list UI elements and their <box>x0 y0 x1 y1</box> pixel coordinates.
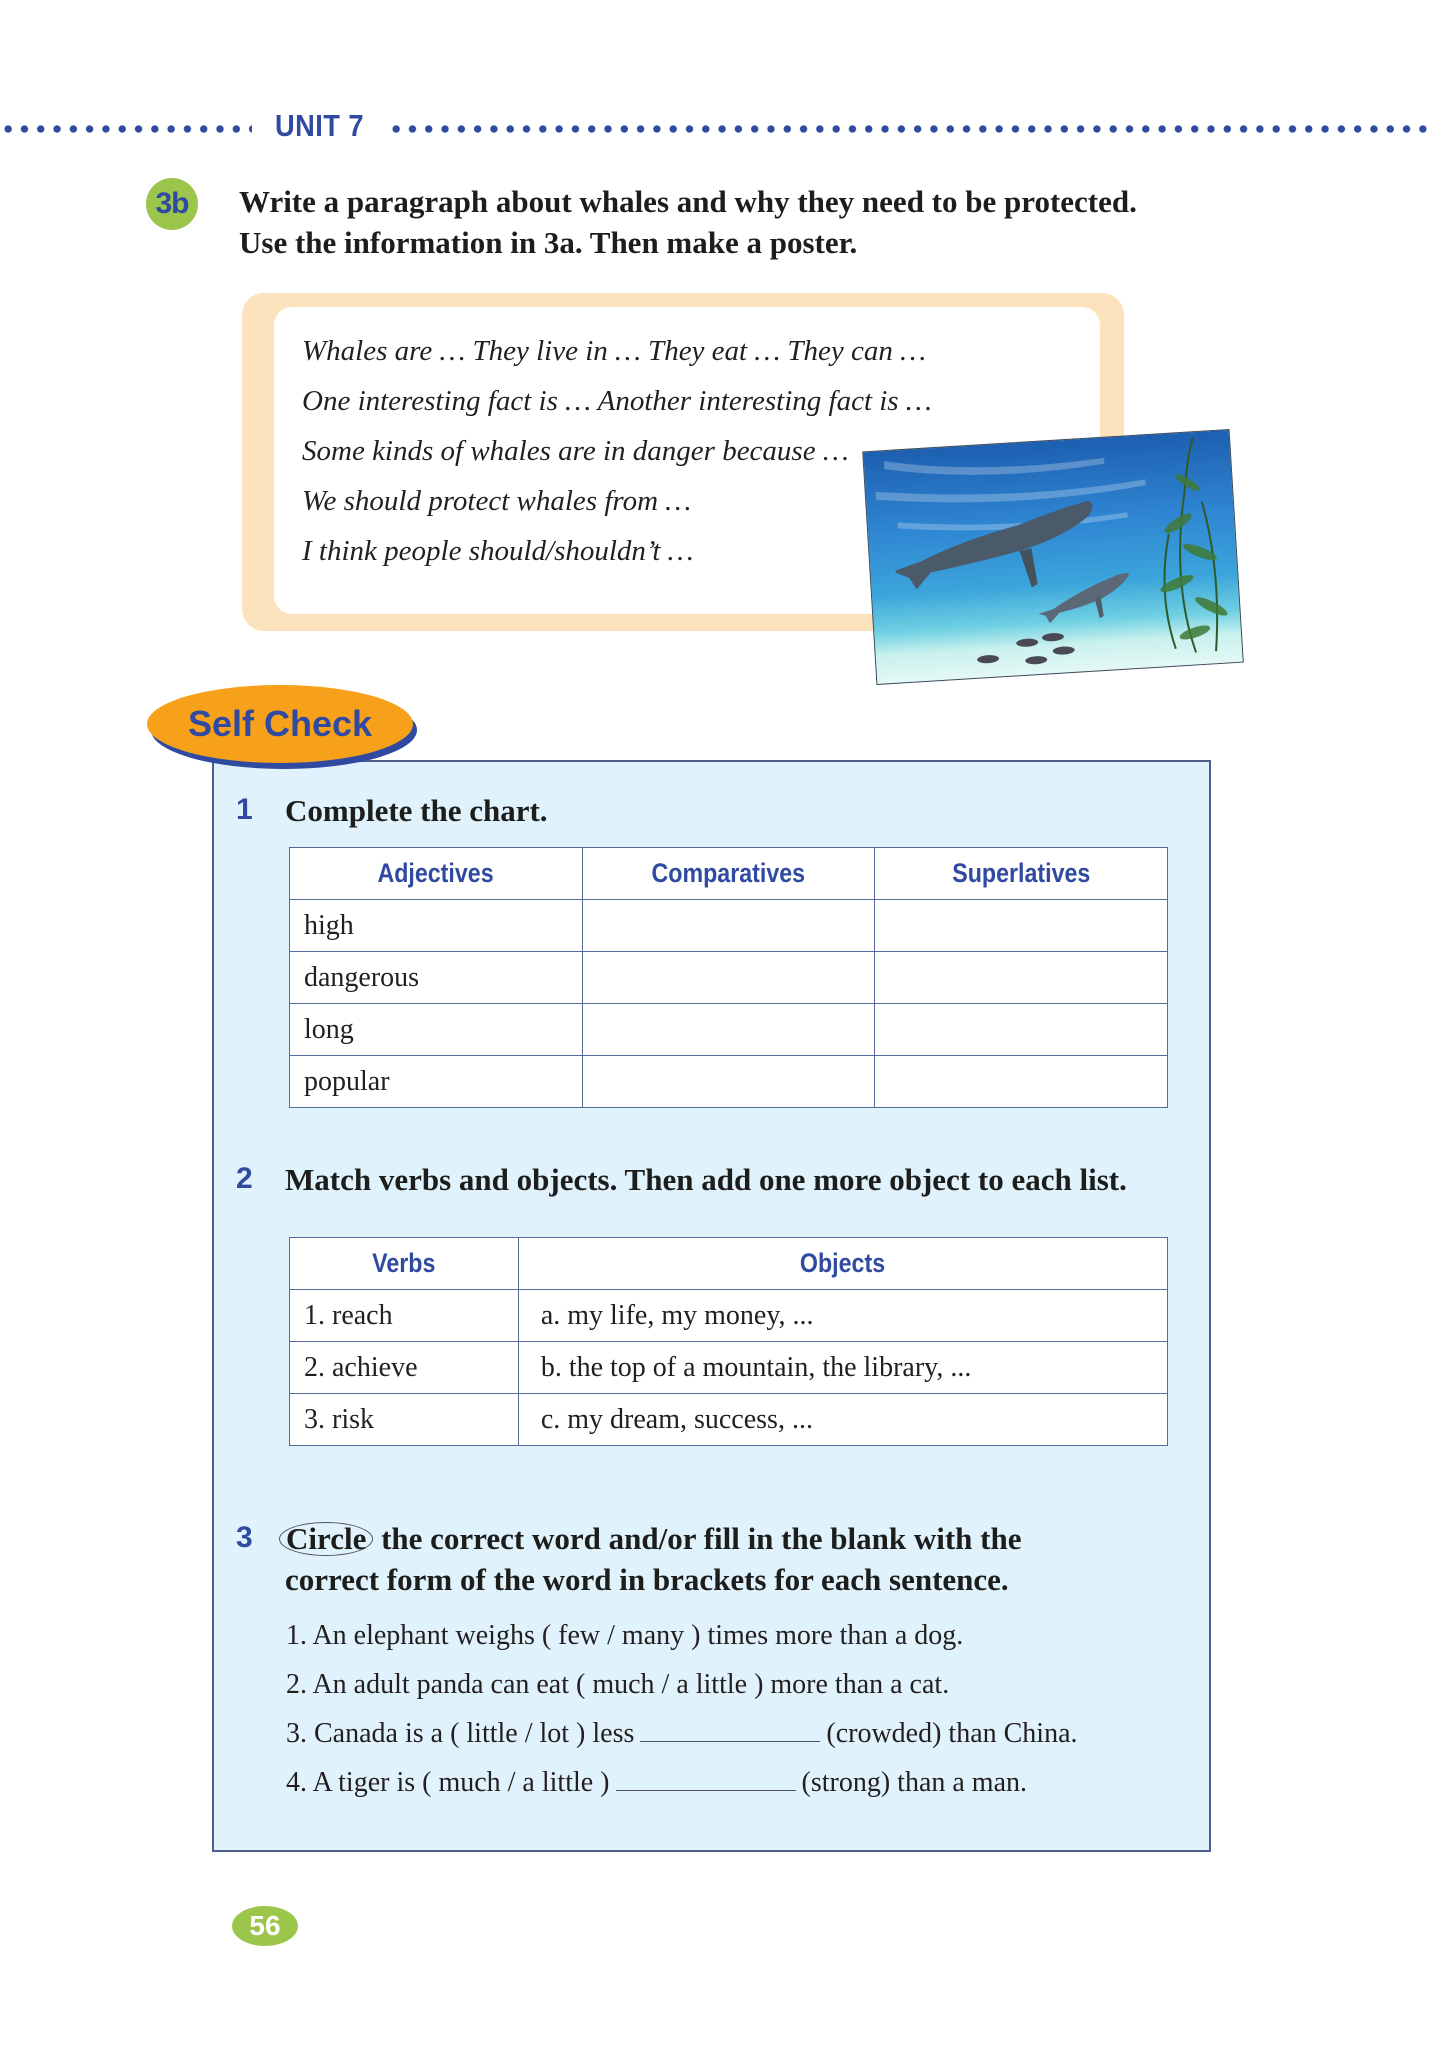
question-2-number: 2 <box>236 1162 253 1195</box>
question-3-text-line1-rest: the correct word and/or fill in the blank with the <box>373 1521 1022 1556</box>
chart-header-comparatives: Comparatives <box>582 848 875 900</box>
chart-header-adjectives: Adjectives <box>290 848 583 900</box>
header-dotted-rule-right <box>388 124 1434 134</box>
table-row <box>290 1290 1168 1342</box>
prompt-line: I think people should/shouldn’t … <box>302 535 694 567</box>
table-row <box>290 900 1168 952</box>
verbs-objects-table <box>289 1237 1168 1446</box>
sentence-text: 4. A tiger is ( much / a little ) <box>286 1767 610 1798</box>
superlative-answer-cell[interactable] <box>875 952 1168 1004</box>
match-header-row <box>290 1238 1168 1290</box>
comparative-answer-cell[interactable] <box>582 1004 875 1056</box>
match-header-verbs: Verbs <box>290 1238 519 1290</box>
verb-cell: 3. risk <box>290 1394 519 1446</box>
comparative-answer-cell[interactable] <box>582 1056 875 1108</box>
table-row <box>290 1056 1168 1108</box>
comparative-answer-cell[interactable] <box>582 900 875 952</box>
verb-cell: 2. achieve <box>290 1342 519 1394</box>
sentence-2 <box>286 1660 1078 1709</box>
sentence-3 <box>286 1709 1078 1758</box>
question-3-text <box>285 1518 1021 1600</box>
sentence-text-after: (strong) than a man. <box>801 1767 1028 1798</box>
whales-underwater-photo <box>862 429 1244 685</box>
superlative-answer-cell[interactable] <box>875 1004 1168 1056</box>
comparative-answer-cell[interactable] <box>582 952 875 1004</box>
question-1-text: Complete the chart. <box>285 793 548 828</box>
question-3-text-line2: correct form of the word in brackets for each sentence. <box>285 1562 1009 1597</box>
verb-cell: 1. reach <box>290 1290 519 1342</box>
table-row <box>290 1004 1168 1056</box>
superlative-answer-cell[interactable] <box>875 1056 1168 1108</box>
task-3b-badge: 3b <box>146 178 198 230</box>
prompt-line: Some kinds of whales are in danger because … <box>302 435 849 467</box>
chart-header-row <box>290 848 1168 900</box>
sentence-1 <box>286 1611 1078 1660</box>
superlative-answer-cell[interactable] <box>875 900 1168 952</box>
task-3b-instruction-line2: Use the information in 3a. Then make a poster. <box>239 225 858 260</box>
match-header-objects: Objects <box>518 1238 1167 1290</box>
question-1-number: 1 <box>236 793 253 826</box>
chart-header-superlatives: Superlatives <box>875 848 1168 900</box>
question-2-text: Match verbs and objects. Then add one more object to each list. <box>285 1162 1127 1197</box>
answer-blank[interactable] <box>616 1766 796 1791</box>
answer-blank[interactable] <box>640 1717 820 1742</box>
circled-word: Circle <box>279 1522 373 1556</box>
page-number: 56 <box>232 1906 298 1946</box>
question-3-text-line1 <box>285 1518 1021 1559</box>
whale-illustration-icon <box>863 430 1242 684</box>
objects-cell: a. my life, my money, ... <box>518 1290 1167 1342</box>
prompt-line: One interesting fact is … Another interesting fact is … <box>302 385 932 417</box>
table-row <box>290 1394 1168 1446</box>
prompt-line: Whales are … They live in … They eat … They can … <box>302 335 926 367</box>
table-row <box>290 1342 1168 1394</box>
adjective-cell: long <box>290 1004 583 1056</box>
sentence-4 <box>286 1758 1078 1807</box>
objects-cell: c. my dream, success, ... <box>518 1394 1167 1446</box>
question-3-number: 3 <box>236 1521 253 1554</box>
sentence-text-after: (crowded) than China. <box>826 1718 1078 1749</box>
table-row <box>290 952 1168 1004</box>
task-3b-instruction-line1: Write a paragraph about whales and why they need to be protected. <box>239 184 1137 219</box>
objects-cell: b. the top of a mountain, the library, ... <box>518 1342 1167 1394</box>
header-dotted-rule-left <box>0 124 252 134</box>
adjective-cell: dangerous <box>290 952 583 1004</box>
prompt-line: We should protect whales from … <box>302 485 692 517</box>
adjective-cell: high <box>290 900 583 952</box>
self-check-badge: Self Check <box>147 685 413 763</box>
unit-title: UNIT 7 <box>275 108 365 143</box>
prompt-list <box>302 326 932 576</box>
adjective-cell: popular <box>290 1056 583 1108</box>
sentence-text: 3. Canada is a ( little / lot ) less <box>286 1718 635 1749</box>
sentence-text: 1. An elephant weighs ( few / many ) times more than a dog. <box>286 1620 964 1651</box>
comparatives-chart <box>289 847 1168 1108</box>
question-3-sentences <box>286 1611 1078 1807</box>
sentence-text: 2. An adult panda can eat ( much / a little ) more than a cat. <box>286 1669 950 1700</box>
task-3b-instruction <box>239 181 1239 263</box>
